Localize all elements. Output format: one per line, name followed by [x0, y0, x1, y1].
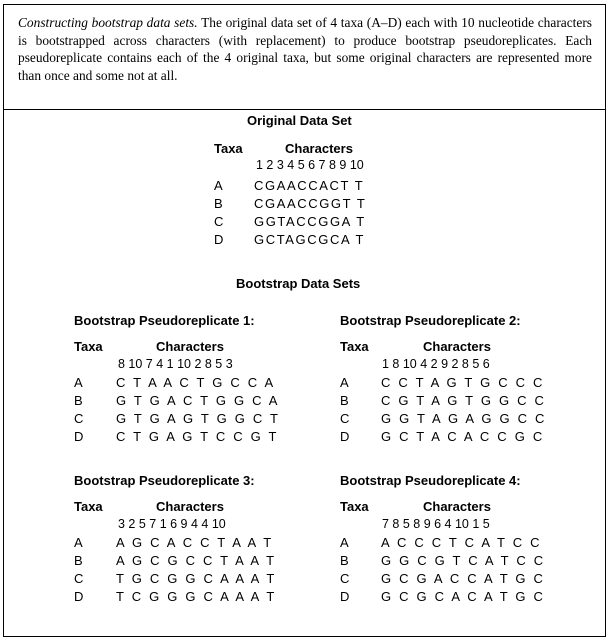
replicate-2-seq-d: G C T A C A C C G C	[381, 429, 545, 444]
replicate-3-characters-header: Characters	[156, 499, 224, 514]
replicate-2-characters-header: Characters	[423, 339, 491, 354]
replicate-4-taxon-d: D	[340, 589, 350, 604]
replicate-3-title: Bootstrap Pseudoreplicate 3:	[74, 473, 255, 488]
replicate-2-seq-a: C C T A G T G C C C	[381, 375, 545, 390]
replicate-2-taxon-d: D	[340, 429, 350, 444]
replicate-2-columns: 1 8 10 4 2 9 2 8 5 6	[382, 357, 490, 371]
replicate-2-taxon-a: A	[340, 375, 349, 390]
replicate-1-taxon-a: A	[74, 375, 83, 390]
replicate-2-taxon-b: B	[340, 393, 349, 408]
replicate-4-title: Bootstrap Pseudoreplicate 4:	[340, 473, 521, 488]
replicate-3-taxon-b: B	[74, 553, 83, 568]
replicate-4-columns: 7 8 5 8 9 6 4 10 1 5	[382, 517, 490, 531]
replicate-3-taxon-a: A	[74, 535, 83, 550]
replicate-4-seq-a: A C C C T C A T C C	[381, 535, 542, 550]
replicate-3-seq-b: A G C G C C T A A T	[116, 553, 277, 568]
replicate-1-taxon-b: B	[74, 393, 83, 408]
original-taxon-c: C	[214, 214, 224, 229]
replicate-4-taxon-b: B	[340, 553, 349, 568]
replicate-3-seq-c: T G C G G C A A A T	[116, 571, 277, 586]
replicate-3-taxon-c: C	[74, 571, 84, 586]
replicate-3-taxa-header: Taxa	[74, 499, 103, 514]
replicate-1-seq-d: C T G A G T C C G T	[116, 429, 279, 444]
replicate-1-columns: 8 10 7 4 1 10 2 8 5 3	[118, 357, 233, 371]
original-seq-c: GGTACCGGA T	[254, 214, 366, 229]
replicate-4-taxon-c: C	[340, 571, 350, 586]
replicate-1-title: Bootstrap Pseudoreplicate 1:	[74, 313, 255, 328]
replicate-3-taxon-d: D	[74, 589, 84, 604]
replicate-1-seq-b: G T G A C T G G C A	[116, 393, 280, 408]
replicate-2-seq-b: C G T A G T G G C C	[381, 393, 547, 408]
original-characters-header: Characters	[285, 141, 353, 156]
replicate-2-taxa-header: Taxa	[340, 339, 369, 354]
replicate-4-characters-header: Characters	[423, 499, 491, 514]
original-taxa-header: Taxa	[214, 141, 243, 156]
replicate-2-taxon-c: C	[340, 411, 350, 426]
caption-body: The original data set of 4 taxa (A–D) each with 10 nucleotide characters is bootstrapped across characters (with replacement) to produce bootstrap pseudoreplicates. Each pseudoreplicate contains each of the 4 original taxa, but some original characters are represented more than once and some not at all.	[18, 15, 592, 83]
original-seq-a: CGAACCACT T	[254, 178, 365, 193]
replicate-1-taxa-header: Taxa	[74, 339, 103, 354]
replicate-1-seq-a: C T A A C T G C C A	[116, 375, 276, 390]
original-seq-b: CGAACCGGT T	[254, 196, 367, 211]
replicate-1-taxon-d: D	[74, 429, 84, 444]
replicate-4-seq-c: G C G A C C A T G C	[381, 571, 546, 586]
original-title: Original Data Set	[247, 113, 352, 128]
replicate-3-seq-a: A G C A C C T A A T	[116, 535, 274, 550]
replicate-1-seq-c: G T G A G T G G C T	[116, 411, 281, 426]
replicate-1-taxon-c: C	[74, 411, 84, 426]
replicate-4-seq-d: G C G C A C A T G C	[381, 589, 546, 604]
replicate-4-seq-b: G G C G T C A T C C	[381, 553, 546, 568]
original-seq-d: GCTAGCGCA T	[254, 232, 366, 247]
replicate-3-columns: 3 2 5 7 1 6 9 4 4 10	[118, 517, 226, 531]
original-taxon-d: D	[214, 232, 224, 247]
replicate-4-taxa-header: Taxa	[340, 499, 369, 514]
replicate-4-taxon-a: A	[340, 535, 349, 550]
original-taxon-b: B	[214, 196, 223, 211]
replicate-1-characters-header: Characters	[156, 339, 224, 354]
figure-caption	[18, 14, 592, 84]
caption-lead: Constructing bootstrap data sets.	[18, 15, 198, 30]
replicate-2-title: Bootstrap Pseudoreplicate 2:	[340, 313, 521, 328]
original-taxon-a: A	[214, 178, 223, 193]
replicate-2-seq-c: G G T A G A G G C C	[381, 411, 547, 426]
bootstrap-title: Bootstrap Data Sets	[236, 276, 361, 291]
replicate-3-seq-d: T C G G G C A A A T	[116, 589, 277, 604]
original-columns: 1 2 3 4 5 6 7 8 9 10	[256, 158, 364, 172]
